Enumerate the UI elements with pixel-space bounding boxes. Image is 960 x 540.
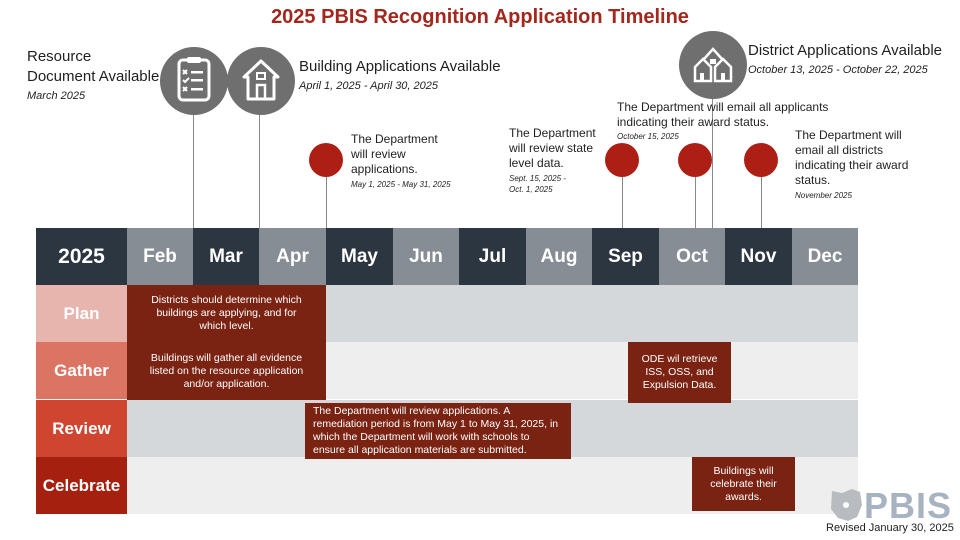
month-mar: Mar	[193, 228, 259, 285]
month-sep: Sep	[592, 228, 659, 285]
email-districts-milestone-dot	[744, 143, 778, 177]
year-header: 2025	[36, 228, 127, 285]
row-label-gather: Gather	[36, 342, 127, 399]
month-jun: Jun	[393, 228, 459, 285]
task-review: The Department will review applications. A remediation period is from May 1 to May 31, 2025, in which the Department will work with schools to ensure all application materials are submitted.	[305, 403, 571, 459]
review-milestone-dot	[309, 143, 343, 177]
month-jul: Jul	[459, 228, 526, 285]
milestone-title: District Applications Available	[748, 42, 942, 59]
milestone-building	[299, 57, 529, 93]
note-review	[351, 132, 456, 190]
connector-line	[259, 115, 260, 228]
month-may: May	[326, 228, 393, 285]
connector-line	[695, 176, 696, 228]
note-email-districts	[795, 128, 910, 201]
task-gather: Buildings will gather all evidence listed on the resource application and/or application.	[127, 342, 326, 400]
milestone-title: Resource Document Available	[27, 48, 160, 85]
note-text: The Department will email all applicants indicating their award status.	[617, 100, 829, 129]
month-oct: Oct	[659, 228, 725, 285]
connector-line	[622, 176, 623, 228]
note-text: The Department will email all districts indicating their award status.	[795, 128, 909, 187]
month-apr: Apr	[259, 228, 326, 285]
house-icon	[227, 47, 295, 115]
email-applicants-milestone-dot	[678, 143, 712, 177]
month-aug: Aug	[526, 228, 592, 285]
task-plan: Districts should determine which buildings are applying, and for which level.	[127, 285, 326, 342]
note-text: The Department will review applications.	[351, 132, 438, 176]
connector-line	[326, 176, 327, 228]
milestone-title: Building Applications Available	[299, 58, 501, 75]
milestone-district	[748, 41, 953, 77]
milestone-date: October 13, 2025 - October 22, 2025	[748, 64, 928, 76]
ohio-map-icon	[826, 487, 866, 523]
connector-line	[761, 176, 762, 228]
state-data-milestone-dot	[605, 143, 639, 177]
milestone-resource	[27, 47, 162, 103]
row-label-plan: Plan	[36, 285, 127, 342]
note-text: The Department will review state level data.	[509, 126, 596, 170]
task-celebrate: Buildings will celebrate their awards.	[692, 457, 795, 511]
row-label-review: Review	[36, 400, 127, 457]
month-dec: Dec	[792, 228, 858, 285]
note-state-data	[509, 126, 599, 195]
milestone-date: April 1, 2025 - April 30, 2025	[299, 80, 439, 92]
note-date: November 2025	[795, 191, 852, 200]
task-ode-data: ODE wil retrieve ISS, OSS, and Expulsion Data.	[628, 342, 731, 403]
revised-date: Revised January 30, 2025	[826, 522, 954, 534]
connector-line	[193, 115, 194, 228]
note-date: May 1, 2025 - May 31, 2025	[351, 180, 451, 189]
note-date: Sept. 15, 2025 - Oct. 1, 2025	[509, 174, 566, 194]
pbis-logo	[826, 485, 954, 526]
milestone-date: March 2025	[27, 90, 86, 102]
pbis-logo-text: PBIS	[864, 485, 953, 526]
month-nov: Nov	[725, 228, 792, 285]
checklist-icon	[160, 47, 228, 115]
page-title: 2025 PBIS Recognition Application Timeline	[271, 6, 689, 28]
neighborhood-icon	[679, 31, 747, 99]
month-feb: Feb	[127, 228, 193, 285]
row-label-celebrate: Celebrate	[36, 457, 127, 514]
note-date: October 15, 2025	[617, 132, 679, 141]
